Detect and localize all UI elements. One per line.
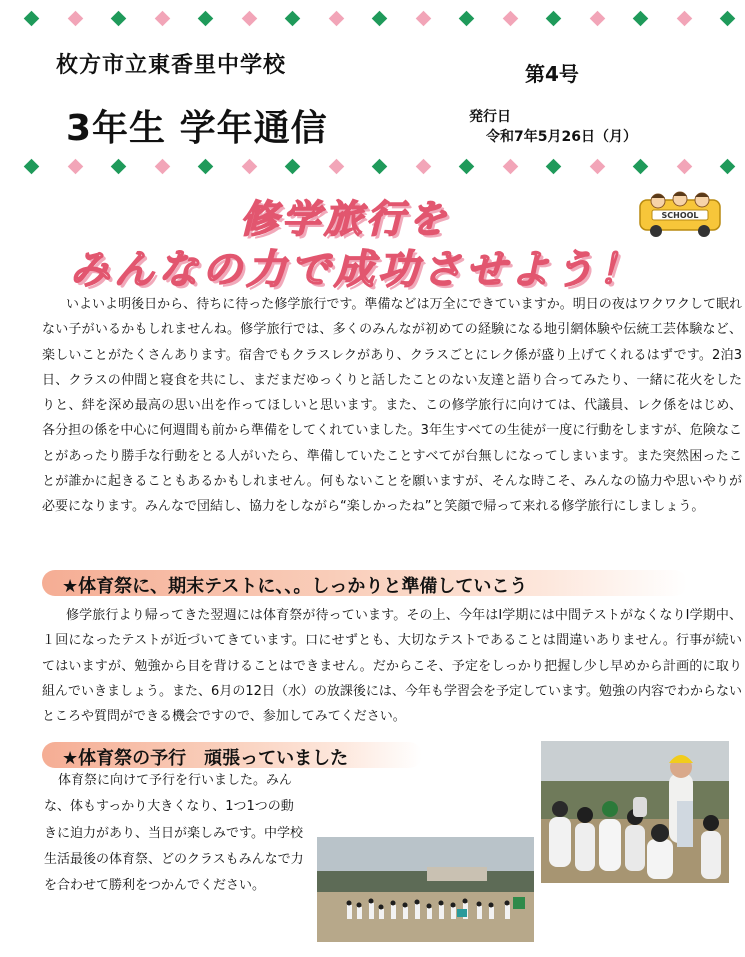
- pink-diamond-icon: [241, 11, 257, 27]
- bus-label: SCHOOL: [661, 211, 699, 220]
- rehearsal-photo-field: [317, 837, 534, 942]
- issue-date-label: 発行日: [469, 109, 511, 125]
- green-diamond-icon: [546, 159, 562, 175]
- article-school-trip-text: いよいよ明後日から、待ちに待った修学旅行です。準備などは万全にできていますか。明日の夜はワクワクして眠れない子がいるかもしれませんね。修学旅行では、多くのみんなが初めての経験になる地引網体験や伝統工芸体験など、楽しいことがたくさんあります。宿舎でもクラスレクがあり、クラスごとにレク係が盛り上げてくれるはずです。2泊3日、クラスの仲間と寝食を共にし、まだまだゆっくりと話したことのない友達と語り合ってみたり、一緒に花火をしたりと、絆を深め最高の思い出を作ってほしいと思います。また、この修学旅行に向けては、代議員、レク係をはじめ、各分担の係を中心に何週間も前から準備をしてくれていました。3年生すべての生徒が一度に行動をしますが、危険なことがあったり勝手な行動をとる人がいたら、準備していたことすべてが台無しになってしまいます。また突然困ったことが誰かに起きることもあるかもしれません。何もないことを願いますが、そんな時こそ、みんなの協力や思いやりが必要になります。みんなで団結し、協力をしながら“楽しかったね”と笑顔で帰って来れる修学旅行にしましょう。: [42, 297, 742, 515]
- rehearsal-photo-students: [541, 741, 729, 883]
- green-diamond-icon: [285, 159, 301, 175]
- pink-diamond-icon: [67, 11, 83, 27]
- banner-line-2: みんなの力で成功させよう！: [70, 247, 642, 293]
- pink-diamond-icon: [328, 11, 344, 27]
- pink-diamond-icon: [154, 159, 170, 175]
- issue-date: 令和7年5月26日（月）: [486, 129, 637, 145]
- pink-diamond-icon: [67, 159, 83, 175]
- pink-diamond-icon: [415, 11, 431, 27]
- school-name: 枚方市立東香里中学校: [56, 53, 287, 78]
- pink-diamond-icon: [328, 159, 344, 175]
- school-bus-icon: [636, 186, 724, 240]
- section-heading-band: [42, 570, 687, 596]
- green-diamond-icon: [633, 11, 649, 27]
- section-heading-tests: ★体育祭に、期末テストに、、。しっかりと準備していこう: [62, 576, 528, 597]
- pink-diamond-icon: [502, 11, 518, 27]
- green-diamond-icon: [285, 11, 301, 27]
- green-diamond-icon: [372, 11, 388, 27]
- issue-number: 第4号: [525, 62, 579, 86]
- pink-diamond-icon: [415, 159, 431, 175]
- pink-diamond-icon: [589, 159, 605, 175]
- pink-diamond-icon: [241, 159, 257, 175]
- diamond-border-bottom: [0, 161, 745, 181]
- article-tests-text: 修学旅行より帰ってきた翌週には体育祭が待っています。その上、今年はⅠ学期には中間テストがなくなりⅠ学期中、１回になったテストが近づいてきています。口にせずとも、大切なテストであることは間違いありません。行事が続いてはいますが、勉強から目を背けることはできません。だからこそ、予定をしっかり把握し少し早めから計画的に取り組んでいきましょう。また、6月の12日（水）の放課後には、今年も学習会を予定しています。勉強の内容でわからないところや質問ができる機会ですので、参加してみてください。: [42, 608, 742, 725]
- green-diamond-icon: [720, 11, 736, 27]
- green-diamond-icon: [720, 159, 736, 175]
- green-diamond-icon: [633, 159, 649, 175]
- section-heading-rehearsal: ★体育祭の予行 頑張っていました: [62, 748, 349, 769]
- page-title: 3年生 学年通信: [66, 108, 328, 149]
- green-diamond-icon: [459, 11, 475, 27]
- pink-diamond-icon: [676, 159, 692, 175]
- green-diamond-icon: [24, 11, 40, 27]
- banner-line-1: 修学旅行を: [240, 197, 451, 241]
- green-diamond-icon: [24, 159, 40, 175]
- pink-diamond-icon: [589, 11, 605, 27]
- green-diamond-icon: [546, 11, 562, 27]
- green-diamond-icon: [372, 159, 388, 175]
- pink-diamond-icon: [154, 11, 170, 27]
- green-diamond-icon: [198, 159, 214, 175]
- green-diamond-icon: [111, 11, 127, 27]
- section-heading-band: [42, 742, 422, 768]
- green-diamond-icon: [459, 159, 475, 175]
- pink-diamond-icon: [676, 11, 692, 27]
- green-diamond-icon: [198, 11, 214, 27]
- pink-diamond-icon: [502, 159, 518, 175]
- diamond-border-top: [0, 13, 745, 33]
- article-rehearsal-text: 体育祭に向けて予行を行いました。みんな、体もすっかり大きくなり、1つ1つの動きに迫力があり、当日が楽しみです。中学校生活最後の体育祭、どのクラスもみんなで力を合わせて勝利をつかんでください。: [44, 773, 304, 894]
- green-diamond-icon: [111, 159, 127, 175]
